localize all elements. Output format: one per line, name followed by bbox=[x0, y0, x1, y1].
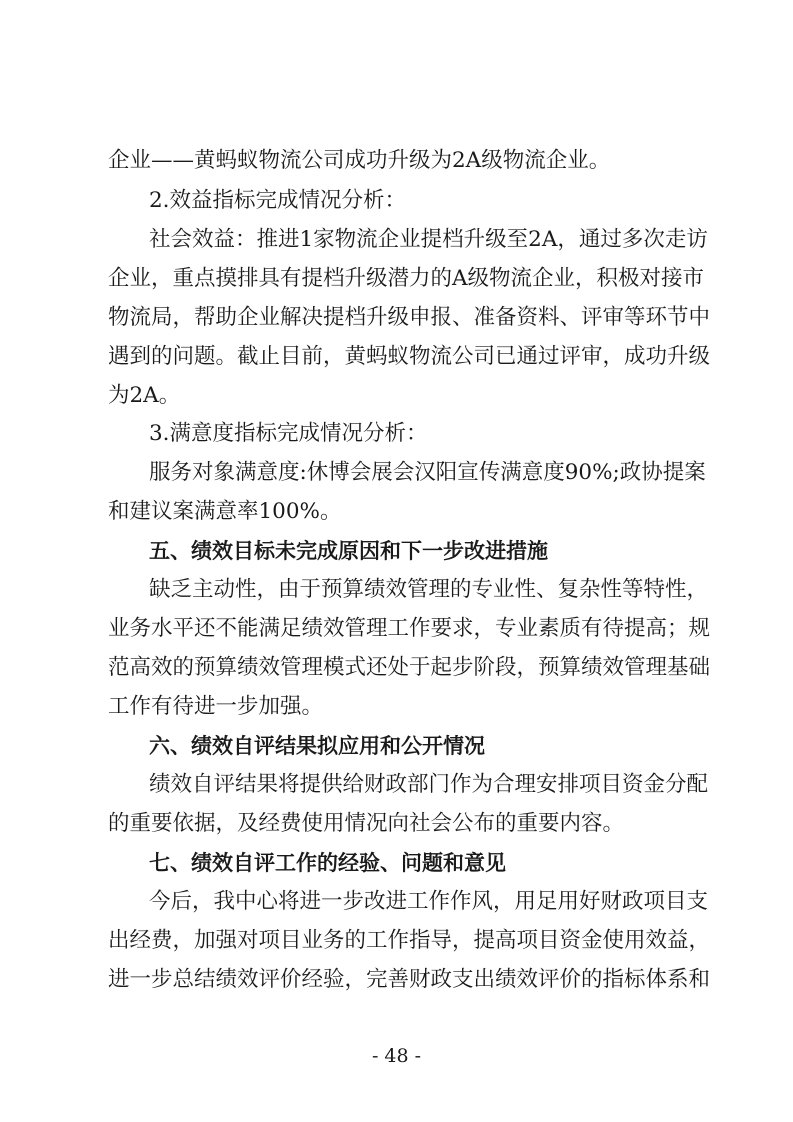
subsection-title: 2.效益指标完成情况分析： bbox=[149, 188, 407, 213]
paragraph-line: 业务水平还不能满足绩效管理工作要求，专业素质有待提高；规 bbox=[108, 616, 711, 641]
section-heading: 六、绩效自评结果拟应用和公开情况 bbox=[149, 734, 485, 758]
paragraph-line: 工作有待进一步加强。 bbox=[108, 694, 324, 719]
paragraph-line: 企业，重点摸排具有提档升级潜力的A级物流企业，积极对接市 bbox=[108, 266, 705, 291]
paragraph-line: 范高效的预算绩效管理模式还处于起步阶段，预算绩效管理基础 bbox=[108, 655, 711, 680]
paragraph-line: 和建议案满意率100%。 bbox=[108, 499, 342, 524]
paragraph-line: 出经费，加强对项目业务的工作指导，提高项目资金使用效益， bbox=[108, 928, 711, 953]
paragraph-line: 缺乏主动性，由于预算绩效管理的专业性、复杂性等特性， bbox=[149, 577, 709, 602]
paragraph-line: 遇到的问题。截止目前，黄蚂蚁物流公司已通过评审，成功升级 bbox=[108, 344, 711, 369]
paragraph-line: 社会效益：推进1家物流企业提档升级至2A，通过多次走访 bbox=[149, 227, 708, 252]
section-heading: 五、绩效目标未完成原因和下一步改进措施 bbox=[149, 539, 548, 563]
paragraph-line: 物流局，帮助企业解决提档升级申报、准备资料、评审等环节中 bbox=[108, 305, 711, 330]
subsection-title: 3.满意度指标完成情况分析： bbox=[149, 421, 428, 446]
paragraph-line: 今后，我中心将进一步改进工作作风，用足用好财政项目支 bbox=[149, 889, 709, 914]
paragraph-line: 企业——黄蚂蚁物流公司成功升级为2A级物流企业。 bbox=[108, 148, 611, 173]
paragraph-line: 为2A。 bbox=[108, 383, 181, 408]
paragraph-line: 的重要依据，及经费使用情况向社会公布的重要内容。 bbox=[108, 811, 625, 836]
section-heading: 七、绩效自评工作的经验、问题和意见 bbox=[149, 851, 506, 875]
paragraph-line: 服务对象满意度:休博会展会汉阳宣传满意度90%;政协提案 bbox=[149, 460, 706, 485]
page-number: - 48 - bbox=[371, 1045, 422, 1067]
paragraph-line: 绩效自评结果将提供给财政部门作为合理安排项目资金分配 bbox=[149, 772, 709, 797]
paragraph-line: 进一步总结绩效评价经验，完善财政支出绩效评价的指标体系和 bbox=[108, 967, 711, 992]
